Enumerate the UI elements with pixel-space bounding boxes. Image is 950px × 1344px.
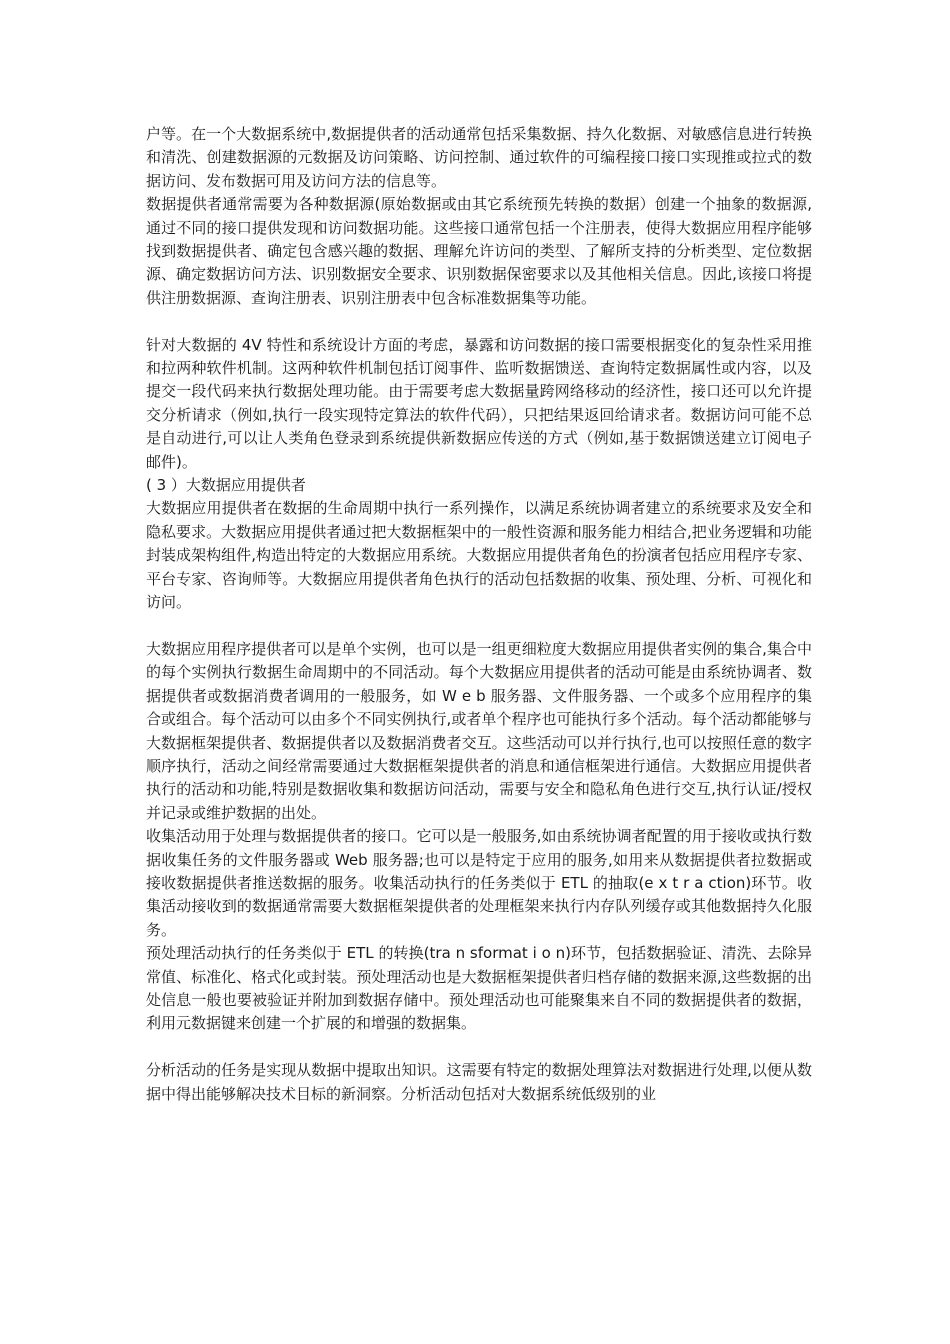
- paragraph: 分析活动的任务是实现从数据中提取出知识。这需要有特定的数据处理算法对数据进行处理,以便从数据中得出能够解决技术目标的新洞察。分析活动包括对大数据系统低级别的业: [146, 1061, 812, 1103]
- document-body: [146, 123, 812, 1106]
- paragraph: 数据提供者通常需要为各种数据源(原始数据或由其它系统预先转换的数据）创建一个抽象的数据源,通过不同的接口提供发现和访问数据功能。这些接口通常包括一个注册表，使得大数据应用程序能够找到数据提供者、确定包含感兴趣的数据、理解允许访问的类型、了解所支持的分析类型、定位数据源、确定数据访问方法、识别数据安全要求、识别数据保密要求以及其他相关信息。因此,该接口将提供注册数据源、查询注册表、识别注册表中包含标准数据集等功能。: [146, 195, 812, 307]
- paragraph: 预处理活动执行的任务类似于 ETL 的转换(tra n sformat i o n)环节，包括数据验证、清洗、去除异常值、标准化、格式化或封装。预处理活动也是大数据框架提供者归档存储的数据来源,这些数据的出处信息一般也要被验证并附加到数据存储中。预处理活动也可能聚集来自不同的数据提供者的数据，利用元数据键来创建一个扩展的和增强的数据集。: [146, 944, 812, 1033]
- paragraph: 大数据应用提供者在数据的生命周期中执行一系列操作，以满足系统协调者建立的系统要求及安全和隐私要求。大数据应用提供者通过把大数据框架中的一般性资源和服务能力相结合,把业务逻辑和功能封装成架构组件,构造出特定的大数据应用系统。大数据应用提供者角色的扮演者包括应用程序专家、平台专家、咨询师等。大数据应用提供者角色执行的活动包括数据的收集、预处理、分析、可视化和访问。: [146, 499, 812, 612]
- paragraph: 大数据应用程序提供者可以是单个实例，也可以是一组更细粒度大数据应用提供者实例的集合,集合中的每个实例执行数据生命周期中的不同活动。每个大数据应用提供者的活动可能是由系统协调者、数据提供者或数据消费者调用的一般服务，如 W e b 服务器、文件服务器、一个或多个应用程序的集合或组合。每个活动可以由多个不同实例执行,或者单个程序也可能执行多个活动。每个活动都能够与大数据框架提供者、数据提供者以及数据消费者交互。这些活动可以并行执行,也可以按照任意的数字顺序执行，活动之间经常需要通过大数据框架提供者的消息和通信框架进行通信。大数据应用提供者执行的活动和功能,特别是数据收集和数据访问活动，需要与安全和隐私角色进行交互,执行认证/授权并记录或维护数据的出处。: [146, 639, 812, 822]
- paragraph: 针对大数据的 4V 特性和系统设计方面的考虑，暴露和访问数据的接口需要根据变化的复杂性采用推和拉两种软件机制。这两种软件机制包括订阅事件、监听数据馈送、查询特定数据属性或内容，以及提交一段代码来执行数据处理功能。由于需要考虑大数据量跨网络移动的经济性，接口还可以允许提交分析请求（例如,执行一段实现特定算法的软件代码），只把结果返回给请求者。数据访问可能不总是自动进行,可以让人类角色登录到系统提供新数据应传送的方式（例如,基于数据馈送建立订阅电子邮件)。: [146, 335, 812, 471]
- paragraph: 户等。在一个大数据系统中,数据提供者的活动通常包括采集数据、持久化数据、对敏感信息进行转换和清洗、创建数据源的元数据及访问策略、访问控制、通过软件的可编程接口接口实现推或拉式的数据访问、发布数据可用及访问方法的信息等。: [146, 125, 812, 190]
- paragraph: 收集活动用于处理与数据提供者的接口。它可以是一般服务,如由系统协调者配置的用于接收或执行数据收集任务的文件服务器或 Web 服务器;也可以是特定于应用的服务,如用来从数据提供者拉数据或接收数据提供者推送数据的服务。收集活动执行的任务类似于 ETL 的抽取(e x t r a ction)环节。收集活动接收到的数据通常需要大数据框架提供者的处理框架来执行内存队列缓存或其他数据持久化服务。: [146, 827, 812, 939]
- section-heading: ( 3 ）大数据应用提供者: [146, 476, 306, 495]
